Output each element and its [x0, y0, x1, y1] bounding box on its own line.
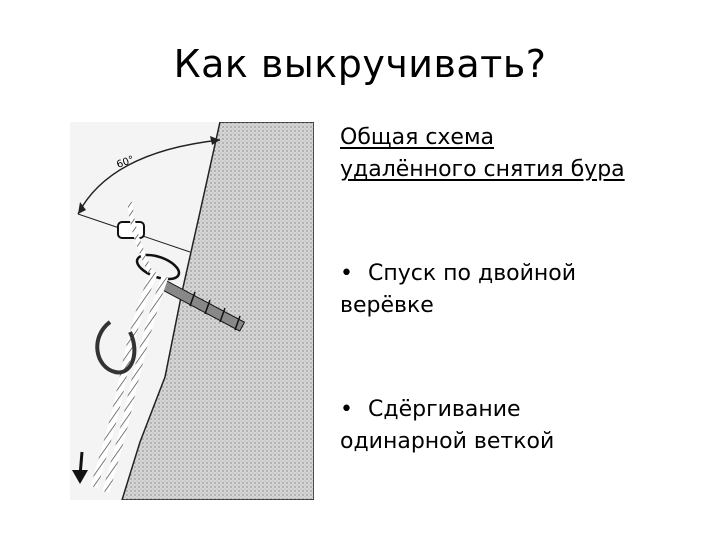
content-block [340, 122, 700, 454]
slide-title: Как выкручивать? [173, 42, 547, 86]
bullet-text-line1: Спуск по двойной [368, 261, 577, 286]
bullet-marker: • [340, 397, 353, 422]
bullet-item [340, 258, 640, 322]
bullet-marker: • [340, 261, 353, 286]
bullet-text-line1: Сдёргивание [368, 397, 521, 422]
caption-line2: удалённого снятия бура [340, 157, 625, 182]
bullet-text-line2: верёвке [340, 293, 434, 318]
bullet-text-line2: одинарной веткой [340, 429, 555, 454]
ice-screw-diagram [70, 122, 314, 500]
caption-line1: Общая схема [340, 125, 495, 150]
angle-label: 60° [115, 154, 136, 171]
bullet-item [340, 394, 640, 458]
